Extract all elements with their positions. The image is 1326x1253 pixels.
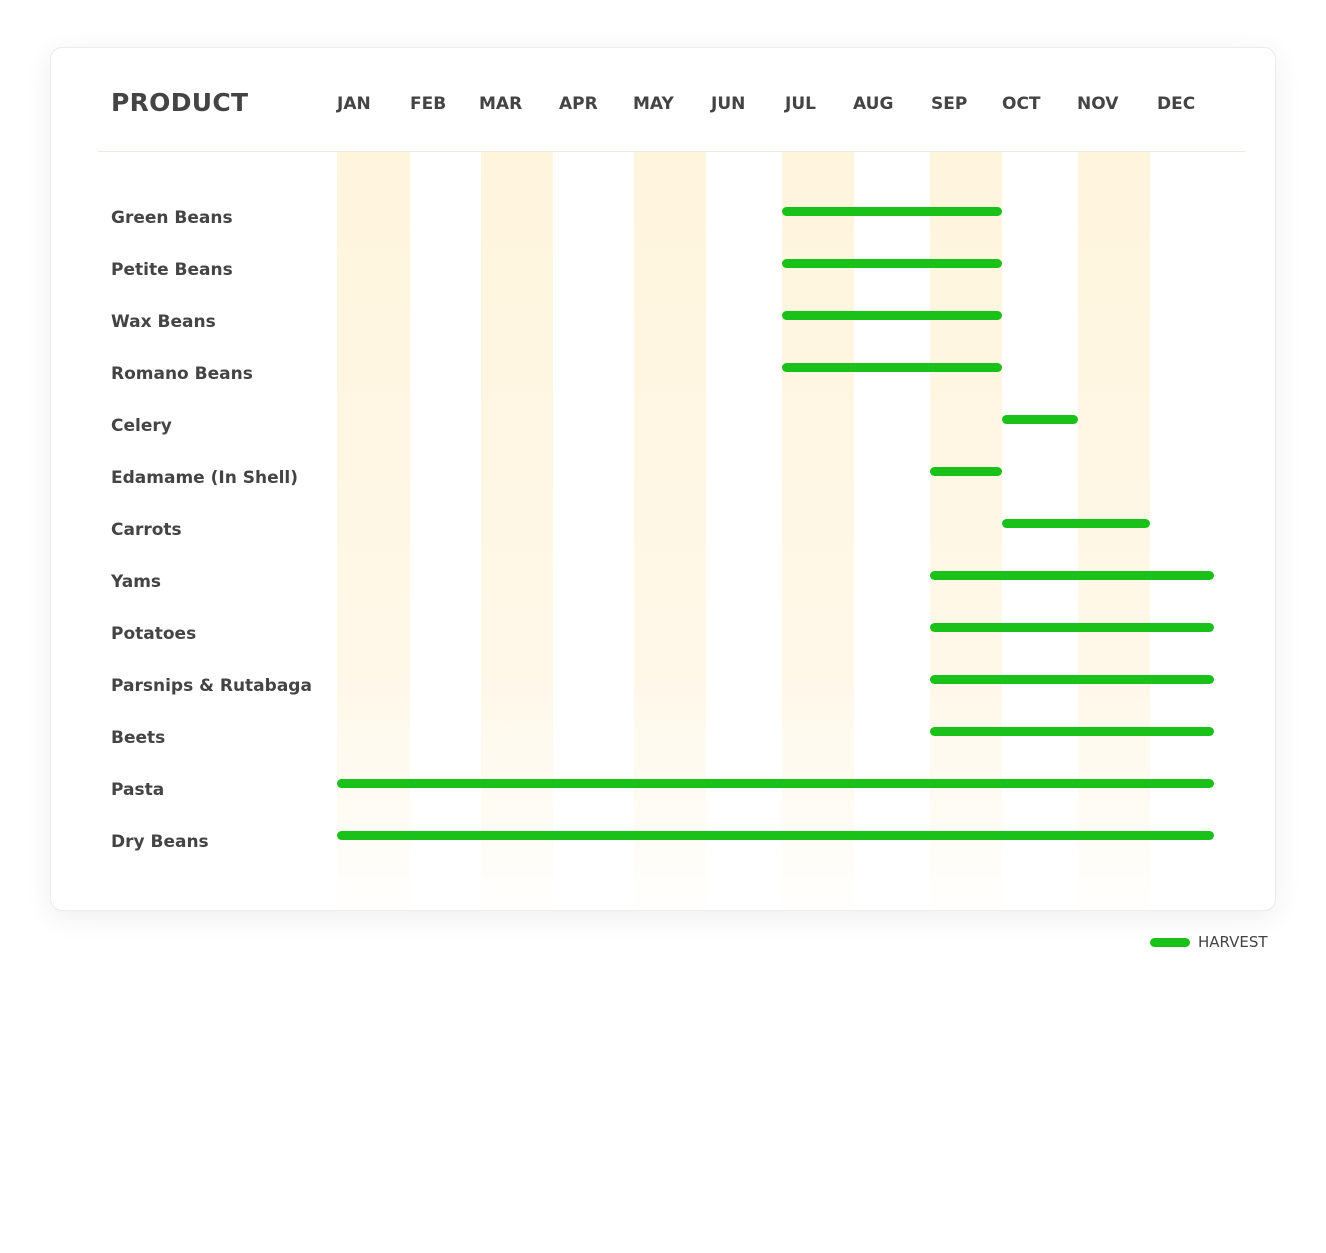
harvest-bar	[930, 467, 1002, 476]
harvest-bar	[1002, 519, 1150, 528]
header-divider	[98, 151, 1245, 152]
month-label-jul: JUL	[785, 94, 816, 114]
product-column-header: PRODUCT	[111, 88, 249, 117]
legend-harvest-swatch	[1150, 938, 1190, 947]
product-label: Yams	[111, 572, 162, 592]
product-label: Edamame (In Shell)	[111, 468, 299, 488]
harvest-bar	[930, 623, 1214, 632]
harvest-bar	[1002, 415, 1078, 424]
product-label: Potatoes	[111, 624, 197, 644]
product-label: Parsnips & Rutabaga	[111, 676, 312, 696]
product-label: Pasta	[111, 780, 165, 800]
month-label-dec: DEC	[1157, 94, 1196, 114]
month-label-nov: NOV	[1077, 94, 1119, 114]
product-label: Carrots	[111, 520, 182, 540]
month-stripe-may	[634, 152, 706, 911]
month-label-sep: SEP	[931, 94, 968, 114]
product-label: Romano Beans	[111, 364, 253, 384]
month-stripe-mar	[481, 152, 553, 911]
month-label-feb: FEB	[410, 94, 447, 114]
harvest-bar	[930, 571, 1214, 580]
harvest-bar	[930, 727, 1214, 736]
month-label-may: MAY	[633, 94, 674, 114]
month-label-mar: MAR	[479, 94, 523, 114]
harvest-bar	[782, 259, 1002, 268]
harvest-bar	[782, 207, 1002, 216]
product-label: Beets	[111, 728, 166, 748]
product-label: Dry Beans	[111, 832, 209, 852]
product-label: Petite Beans	[111, 260, 233, 280]
month-label-oct: OCT	[1002, 94, 1041, 114]
harvest-bar	[337, 779, 1214, 788]
product-label: Wax Beans	[111, 312, 216, 332]
month-stripe-jan	[337, 152, 410, 911]
harvest-bar	[930, 675, 1214, 684]
product-label: Green Beans	[111, 208, 233, 228]
month-label-aug: AUG	[853, 94, 894, 114]
harvest-bar	[782, 311, 1002, 320]
harvest-bar	[337, 831, 1214, 840]
legend-harvest-label: HARVEST	[1198, 933, 1268, 951]
month-label-jun: JUN	[711, 94, 746, 114]
month-label-jan: JAN	[337, 94, 371, 114]
month-stripe-nov	[1078, 152, 1150, 911]
harvest-bar	[782, 363, 1002, 372]
month-label-apr: APR	[559, 94, 598, 114]
product-label: Celery	[111, 416, 172, 436]
